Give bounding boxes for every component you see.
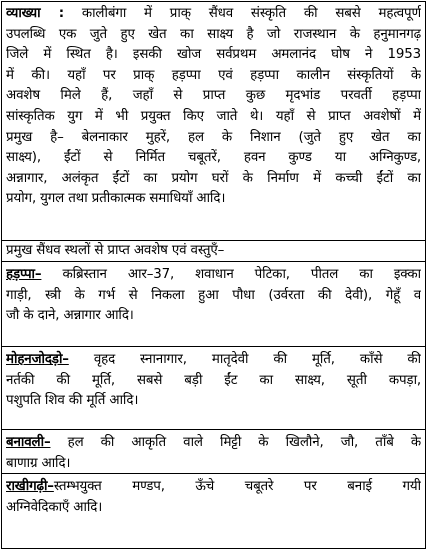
site-text: बाणाग्र आदि। xyxy=(6,455,71,471)
site-name: मोहनजोदड़ो– xyxy=(6,352,69,367)
intro-line-2: उपलब्धि एक जुते हुए खेत का साक्ष्य है जो राजस्थान के हनुमानगढ़ xyxy=(6,26,421,42)
intro-line-3: जिले में स्थित है। इसकी खोज सर्वप्रथम अमलानंद घोष ने 1953 xyxy=(6,47,421,63)
intro-section xyxy=(2,2,425,240)
intro-heading: व्याख्या : xyxy=(6,6,64,21)
site-harappa xyxy=(2,262,425,346)
site-text: पशुपति शिव की मूर्ति आदि। xyxy=(6,393,139,409)
site-text: जौ के दाने, अन्नागार आदि। xyxy=(6,308,134,324)
site-name: हड़प्पा– xyxy=(6,267,42,282)
intro-line-10: प्रयोग, युगल तथा प्रतीकात्मक समाधियाँ आदि। xyxy=(6,191,226,207)
document-page xyxy=(1,1,426,549)
site-banawali xyxy=(2,430,425,473)
site-text: गाड़ी, स्त्री के गर्भ से निकला हुआ पौधा (उर्वरता की देवी), गेहूँ व xyxy=(6,287,421,303)
intro-line-1 xyxy=(6,4,421,25)
intro-line-6: सांस्कृतिक युग में भी प्रयुक्त किए जाते थे। यहाँ से प्राप्त अवशेषों में xyxy=(6,108,421,124)
site-text: अग्निवेदिकाएँ आदि। xyxy=(6,499,103,515)
site-text: स्तम्भयुक्त मण्डप, ऊँचे चबूतरे पर बनाई गयी xyxy=(53,479,421,494)
intro-line-5: अवशेष मिले हैं, जहाँ से प्राप्त कुछ मृदभांड परवर्ती हड़प्पा xyxy=(6,88,421,104)
site-name: बनावली– xyxy=(6,435,51,450)
site-name: राखीगढ़ी– xyxy=(6,479,54,494)
intro-text: कालीबंगा में प्राक् सैंधव संस्कृति की सबसे महत्वपूर्ण xyxy=(81,6,421,21)
subheading-section xyxy=(2,241,425,261)
intro-line-7: प्रमुख है– बेलनाकार मुहरें, हल के निशान (जुते हुए खेत का xyxy=(6,129,421,145)
intro-line-9: अन्नागार, अलंकृत ईंटों का प्रयोग घरों के निर्माण में कच्ची ईंटों का xyxy=(6,170,421,186)
site-mohenjodaro xyxy=(2,347,425,429)
intro-line-4: में की। यहाँ पर प्राक् हड़प्पा एवं हड़प्पा कालीन संस्कृतियों के xyxy=(6,67,421,83)
site-rakhigarhi xyxy=(2,474,425,518)
site-text: कब्रिस्तान आर–37, शवाधान पेटिका, पीतल का इक्का xyxy=(62,267,421,282)
intro-line-8: साक्ष्य), ईंटों से निर्मित चबूतरें, हवन कुण्ड या अग्निकुण्ड, xyxy=(6,150,421,166)
site-text: नर्तकी की मूर्ति, सबसे बड़ी ईंट का साक्ष्य, सूती कपड़ा, xyxy=(6,372,421,388)
site-text: वृहद स्नानागार, मातृदेवी की मूर्ति, काँसे की xyxy=(93,352,421,367)
site-text: हल की आकृति वाले मिट्टी के खिलौने, जौ, ताँबे के xyxy=(67,435,421,450)
subheading: प्रमुख सैंधव स्थलों से प्राप्त अवशेष एवं वस्तुएँ– xyxy=(6,243,225,258)
